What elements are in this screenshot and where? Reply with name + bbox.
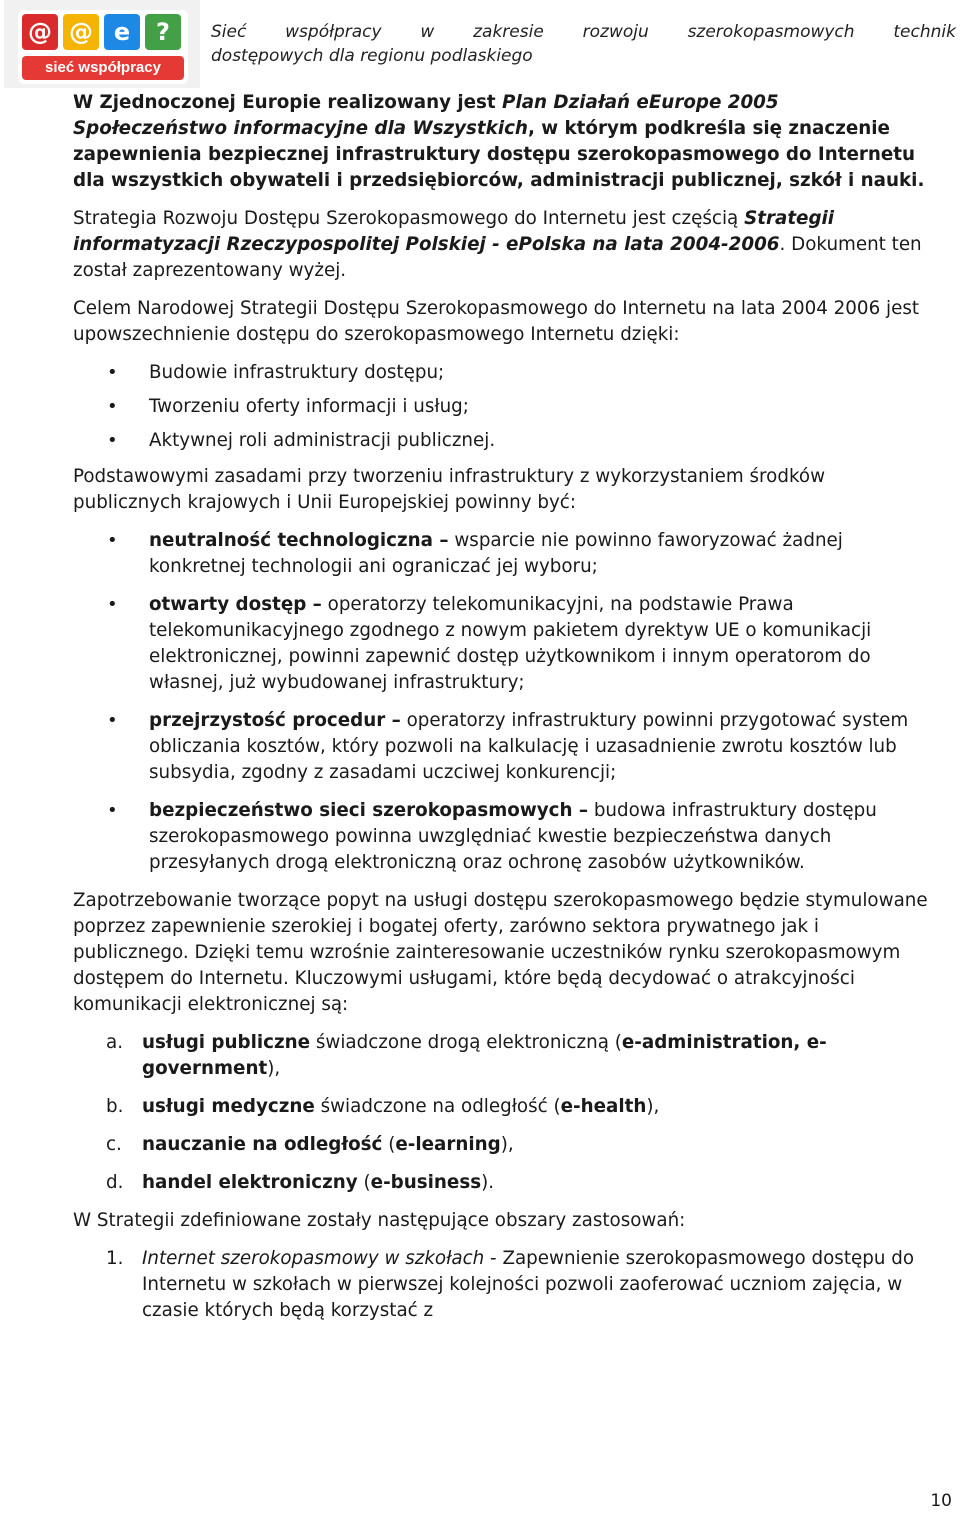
header-word: szerokopasmowych <box>687 22 855 42</box>
strategy-document-title: Strategii informatyzacji Rzeczypospolitej Polskiej - ePolska na lata 2004-2006 <box>73 208 835 255</box>
principles-paragraph: Podstawowymi zasadami przy tworzeniu infrastruktury z wykorzystaniem środków publicznych krajowych i Unii Europejskiej powinny być: <box>73 466 826 513</box>
service-text-end: ), <box>500 1134 514 1155</box>
list-item <box>73 1246 933 1324</box>
list-item <box>73 1170 933 1196</box>
service-name: usługi medyczne <box>142 1096 315 1117</box>
principle-text: wsparcie nie powinno faworyzować żadnej konkretnej technologii ani ograniczać jej wyboru; <box>149 530 843 577</box>
list-item: • Budowie infrastruktury dostępu; <box>73 360 933 386</box>
principle-term: neutralność technologiczna – <box>149 530 449 551</box>
header-word: współpracy <box>285 22 382 42</box>
service-term: e-learning <box>395 1134 501 1155</box>
service-text: ( <box>382 1134 396 1155</box>
service-name: nauczanie na odległość <box>142 1134 383 1155</box>
principle-text: budowa infrastruktury dostępu szerokopasmowego powinna uwzględniać kwestie bezpieczeństwa danych przesyłanych drogą elektroniczną oraz ochronę zasobów użytkowników. <box>149 800 877 873</box>
principle-term: przejrzystość procedur – <box>149 710 401 731</box>
list-item <box>73 528 933 580</box>
logo-tile-red-glyph: @ <box>28 18 52 46</box>
header-word: zakresie <box>473 22 544 42</box>
intro-paragraph <box>73 90 933 194</box>
intro-text: W Zjednoczonej Europie realizowany jest <box>73 92 503 113</box>
service-text-end: ). <box>481 1172 495 1193</box>
list-marker: c. <box>106 1134 122 1155</box>
header-line-2: dostępowych dla regionu podlaskiego <box>211 46 533 66</box>
header-line-1 <box>211 20 956 44</box>
siec-wspolpracy-logo <box>18 10 188 84</box>
service-text: świadczone drogą elektroniczną ( <box>310 1032 622 1053</box>
areas-paragraph: W Strategii zdefiniowane zostały następujące obszary zastosowań: <box>73 1210 686 1231</box>
logo-area <box>4 0 200 88</box>
service-name: usługi publiczne <box>142 1032 311 1053</box>
logo-tile-yellow <box>63 14 99 50</box>
list-item <box>73 592 933 696</box>
logo-tile-blue-glyph: e <box>113 18 131 46</box>
logo-band: sieć współpracy <box>22 56 184 80</box>
list-marker: a. <box>106 1032 124 1053</box>
logo-tile-green <box>145 14 181 50</box>
logo-tile-yellow-glyph: @ <box>69 18 93 46</box>
service-term: e-administration, e-government <box>142 1032 827 1079</box>
page-header <box>211 20 956 68</box>
area-title: Internet szerokopasmowy w szkołach <box>142 1248 485 1269</box>
principles-list <box>73 528 933 876</box>
list-marker: 1. <box>106 1248 124 1269</box>
service-term: e-health <box>560 1096 647 1117</box>
strategy-text: Strategia Rozwoju Dostępu Szerokopasmowego do Internetu jest częścią <box>73 208 745 229</box>
list-item <box>73 1132 933 1158</box>
principle-text: operatorzy telekomunikacyjni, na podstawie Prawa telekomunikacyjnego zgodnego z nowym pakietem dyrektyw UE o komunikacji elektronicznej, powinni zapewnić dostęp użytkownikom i innym operatorom do własnej, już wybudowanej infrastruktury; <box>149 594 872 693</box>
principle-term: bezpieczeństwo sieci szerokopasmowych – <box>149 800 589 821</box>
list-marker: d. <box>106 1172 124 1193</box>
document-body <box>73 90 933 1336</box>
service-text-end: ), <box>646 1096 660 1117</box>
principle-term: otwarty dostęp – <box>149 594 322 615</box>
service-term: e-business <box>370 1172 482 1193</box>
strategy-text-rest: . Dokument ten został zaprezentowany wyżej. <box>73 234 922 281</box>
header-word: Sieć <box>211 22 247 42</box>
principle-text: operatorzy infrastruktury powinni przygotować system obliczania kosztów, który pozwoli na kalkulację i uzasadnienie zwrotu kosztów lub subsydia, zgodny z zasadami uczciwej konkurencji; <box>149 710 909 783</box>
list-item: • Aktywnej roli administracji publicznej. <box>73 428 933 454</box>
intro-text-rest: , w którym podkreśla się znaczenie zapewnienia bezpiecznej infrastruktury dostępu szerokopasmowego do Internetu dla wszystkich obywateli i przedsiębiorców, administracji publicznej, szkół i nauki. <box>73 118 925 191</box>
areas-list <box>73 1246 933 1324</box>
logo-tile-blue <box>104 14 140 50</box>
intro-plan-title: Plan Działań eEurope 2005 Społeczeństwo informacyjne dla Wszystkich <box>73 92 779 139</box>
service-text: ( <box>357 1172 371 1193</box>
list-item <box>73 1094 933 1120</box>
service-text: świadczone na odległość ( <box>314 1096 561 1117</box>
list-item: • Tworzeniu oferty informacji i usług; <box>73 394 933 420</box>
goal-list <box>73 360 933 454</box>
page-number: 10 <box>930 1491 952 1511</box>
area-text: - Zapewnienie szerokopasmowego dostępu do Internetu w szkołach w pierwszej kolejności pozwoli zaoferować uczniom zajęcia, w czasie których będą korzystać z <box>142 1248 915 1321</box>
service-text-end: ), <box>267 1058 281 1079</box>
list-item <box>73 708 933 786</box>
goal-paragraph: Celem Narodowej Strategii Dostępu Szerokopasmowego do Internetu na lata 2004 2006 jest upowszechnienie dostępu do szerokopasmowego Internetu dzięki: <box>73 298 920 345</box>
logo-tile-green-glyph: ? <box>156 18 170 46</box>
strategy-paragraph <box>73 206 933 284</box>
header-word: technik <box>893 22 956 42</box>
demand-paragraph: Zapotrzebowanie tworzące popyt na usługi dostępu szerokopasmowego będzie stymulowane poprzez zapewnienie szerokiej i bogatej oferty, zarówno sektora prywatnego jak i publicznego. Dzięki temu wzrośnie zainteresowanie uczestników rynku szerokopasmowym dostępem do Internetu. Kluczowymi usługami, które będą decydować o atrakcyjności komunikacji elektronicznej są: <box>73 890 928 1015</box>
services-list <box>73 1030 933 1196</box>
logo-tile-red <box>22 14 58 50</box>
header-word: rozwoju <box>582 22 649 42</box>
list-item <box>73 798 933 876</box>
list-marker: b. <box>106 1096 124 1117</box>
service-name: handel elektroniczny <box>142 1172 358 1193</box>
list-item <box>73 1030 933 1082</box>
header-word: w <box>420 22 435 42</box>
